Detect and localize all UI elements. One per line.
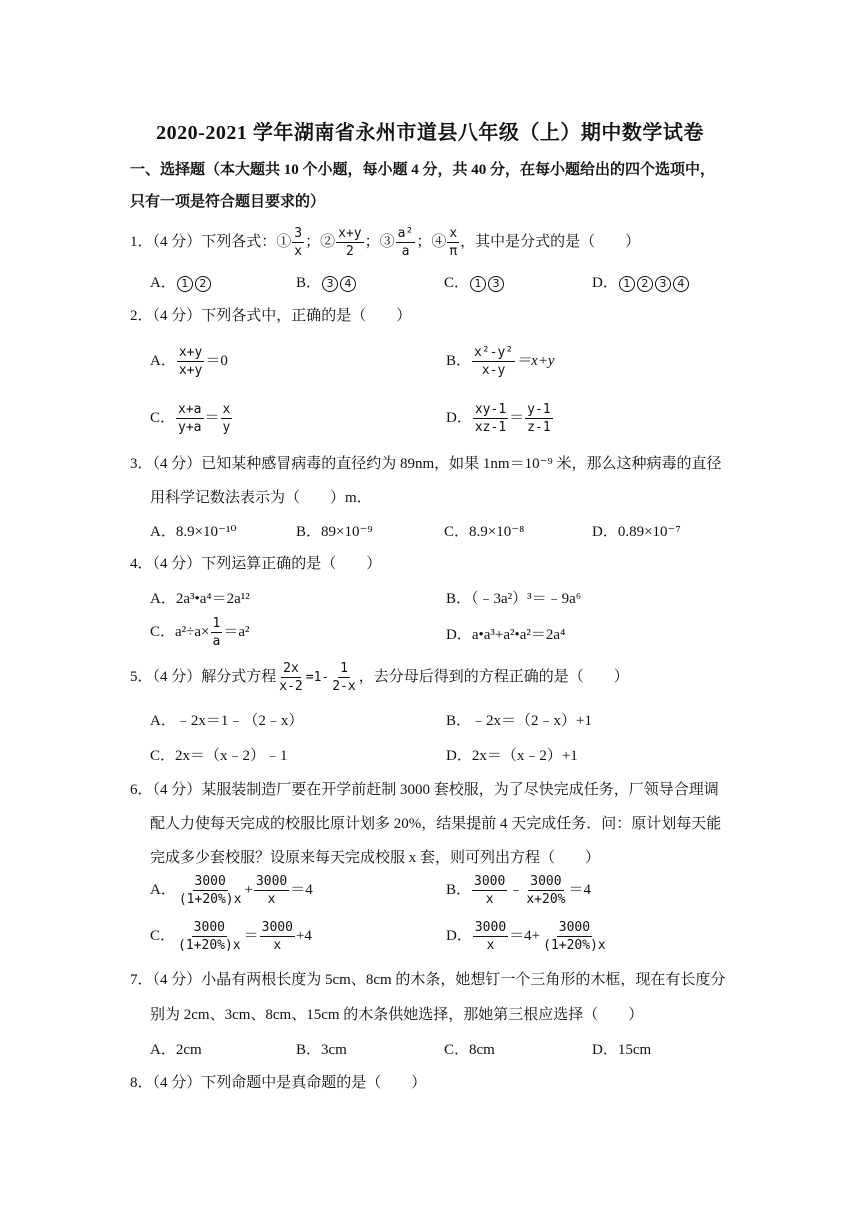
- q4-option-c[interactable]: C．a²÷a× $\frac{1}{a}$ ＝a²: [150, 616, 250, 649]
- q6-option-b[interactable]: B． $\frac{3000}{x}$ ﹣ $\frac{3000}{x+20\%}$ ＝4: [446, 874, 591, 907]
- q2-option-c[interactable]: C． $\frac{x+a}{y+a}$ ＝ $\frac{x}{y}$: [150, 402, 231, 435]
- question-5-stem: 5．（4 分）解分式方程 $\frac{2x}{x-2}$ =1- $\frac{1}{2-x}$ ，去分母后得到的方程正确的是（ ）: [130, 661, 629, 694]
- question-6-line3: 完成多少套校服？设原来每天完成校服 x 套，则可列出方程（ ）: [150, 850, 601, 866]
- question-3-line1: 3．（4 分）已知某种感冒病毒的直径约为 89nm，如果 1nm＝10⁻⁹ 米，那么这种病毒的直径: [130, 456, 722, 472]
- q7-option-b[interactable]: B．3cm: [296, 1042, 347, 1058]
- q1-option-c[interactable]: C． 1 3: [444, 271, 505, 292]
- q1-option-a[interactable]: A． 1 2: [150, 271, 212, 292]
- q4-option-d[interactable]: D．a•a³+a²•a²＝2a⁴: [446, 627, 566, 643]
- q5-option-b[interactable]: B．﹣2x＝（2﹣x）+1: [446, 713, 592, 729]
- question-3-line2: 用科学记数法表示为（ ）m．: [150, 490, 372, 506]
- q1-stem-prefix: 1．（4 分）下列各式：: [130, 233, 277, 250]
- q1-marker-1: ①: [276, 233, 292, 250]
- q2-option-d[interactable]: D． $\frac{xy-1}{xz-1}$ ＝ $\frac{y-1}{z-1}$: [446, 402, 551, 435]
- q1-marker-3: ③: [379, 233, 395, 250]
- q6-option-c[interactable]: C． $\frac{3000}{(1+20\%)x}$ ＝ $\frac{3000}{x}$ +4: [150, 920, 312, 953]
- q1-fraction-3: $\frac{\text{a²}}{a}$: [397, 226, 414, 259]
- q1-option-b[interactable]: B． 3 4: [296, 271, 357, 292]
- question-4-stem: 4．（4 分）下列运算正确的是（ ）: [130, 556, 382, 572]
- q1-fraction-2: $\frac{x+y}{2}$: [338, 226, 362, 259]
- question-6-line2: 配人力使每天完成的校服比原计划多 20%，结果提前 4 天完成任务．问：原计划每天能: [150, 816, 722, 832]
- question-6-line1: 6．（4 分）某服装制造厂要在开学前赶制 3000 套校服，为了尽快完成任务，厂领导合理调: [130, 782, 719, 798]
- q3-option-d[interactable]: D．0.89×10⁻⁷: [592, 524, 681, 540]
- q1-marker-2: ②: [320, 233, 336, 250]
- q3-option-b[interactable]: B．89×10⁻⁹: [296, 524, 373, 540]
- q4-option-b[interactable]: B．（﹣3a²）³＝﹣9a⁶: [446, 591, 582, 607]
- question-7-line1: 7．（4 分）小晶有两根长度为 5cm、8cm 的木条，她想钉一个三角形的木框，现在有长度分: [130, 972, 726, 988]
- question-2-stem: 2．（4 分）下列各式中，正确的是（ ）: [130, 308, 412, 324]
- q6-option-a[interactable]: A． $\frac{3000}{(1+20\%)x}$ + $\frac{3000}{x}$ ＝4: [150, 874, 313, 907]
- q1-marker-4: ④: [431, 233, 447, 250]
- q5-option-d[interactable]: D．2x＝（x﹣2）+1: [446, 748, 578, 764]
- q7-option-a[interactable]: A．2cm: [150, 1042, 202, 1058]
- section-header-line2: 只有一项是符合题目要求的）: [130, 194, 326, 210]
- q7-option-c[interactable]: C．8cm: [444, 1042, 495, 1058]
- section-header-line1: 一、选择题（本大题共 10 个小题，每小题 4 分，共 40 分，在每小题给出的四个选项中，: [130, 162, 716, 178]
- q1-fraction-1: $\frac{3}{x}$: [294, 226, 303, 259]
- question-8-stem: 8．（4 分）下列命题中是真命题的是（ ）: [130, 1075, 427, 1091]
- q3-option-a[interactable]: A．8.9×10⁻¹⁰: [150, 524, 237, 540]
- question-7-line2: 别为 2cm、3cm、8cm、15cm 的木条供她选择，那她第三根应选择（ ）: [150, 1007, 644, 1023]
- q1-fraction-4: $\frac{x}{\pi}$: [449, 226, 458, 259]
- q1-option-d[interactable]: D． 1 2 3 4: [592, 271, 690, 292]
- q6-option-d[interactable]: D． $\frac{3000}{x}$ ＝4+ $\frac{3000}{(1+20\%)x}$: [446, 920, 606, 953]
- q7-option-d[interactable]: D．15cm: [592, 1042, 652, 1058]
- q1-stem-suffix: ，其中是分式的是（ ）: [460, 233, 641, 250]
- q5-option-c[interactable]: C．2x＝（x﹣2）﹣1: [150, 748, 288, 764]
- q2-option-a[interactable]: A． $\frac{x+y}{x+y}$ ＝0: [150, 345, 228, 378]
- question-1-stem: 1．（4 分）下列各式：① $\frac{3}{x}$ ；② $\frac{x+y}{2}$ ；③ $\frac{\text{a²}}{a}$ ；④ $\frac{x}{\pi}$ ，其中是分式的是（ ）: [130, 226, 641, 259]
- page-title: 2020-2021 学年湖南省永州市道县八年级（上）期中数学试卷: [156, 122, 704, 144]
- q2-option-b[interactable]: B． $\frac{\text{x²-y²}}{x-y}$ ＝x+y: [446, 345, 555, 378]
- q5-option-a[interactable]: A．﹣2x＝1﹣（2﹣x）: [150, 713, 304, 729]
- q3-option-c[interactable]: C．8.9×10⁻⁸: [444, 524, 525, 540]
- q4-option-a[interactable]: A．2a³•a⁴＝2a¹²: [150, 591, 250, 607]
